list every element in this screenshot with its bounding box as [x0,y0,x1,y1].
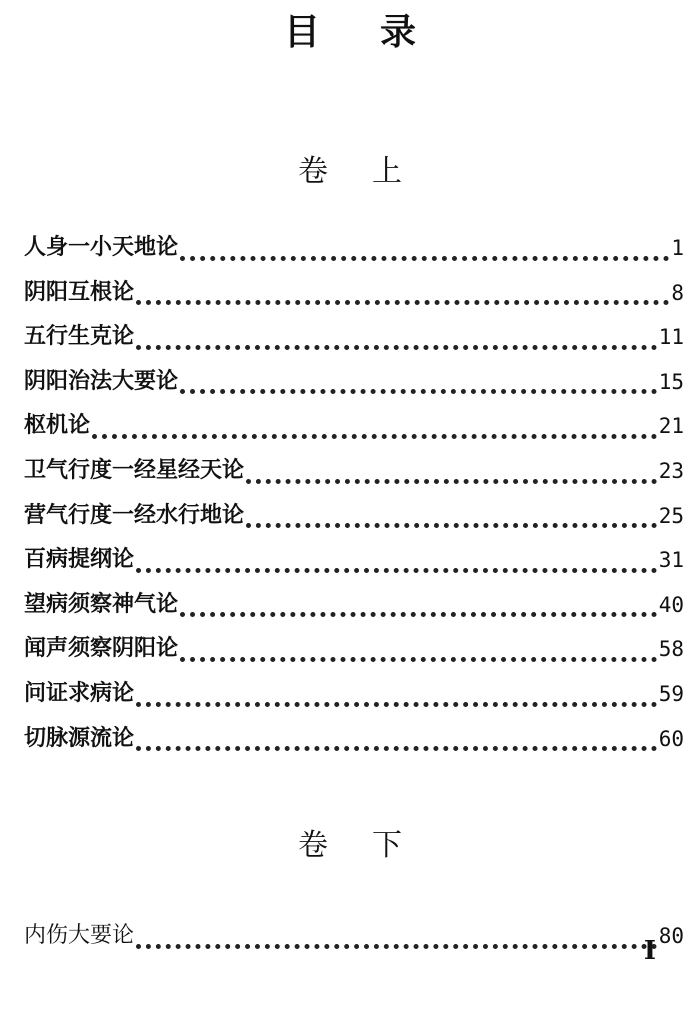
toc-entry-title: 问证求病论 [24,680,135,706]
dot-leader [180,256,669,261]
toc-entry-title: 五行生克论 [24,324,135,350]
toc-entry-title: 闻声须察阴阳论 [24,636,179,662]
toc-entry[interactable] [24,538,684,583]
toc-entry-title: 营气行度一经水行地论 [24,502,245,528]
toc-entry-page: 60 [658,726,684,751]
toc-entry[interactable] [24,494,684,539]
toc-entry[interactable] [24,360,684,405]
toc-entry[interactable] [24,449,684,494]
toc-entry[interactable] [24,226,684,271]
toc-entry-page: 59 [658,681,684,706]
dot-leader [246,479,657,484]
toc-entry-page: 80 [658,924,684,948]
toc-entry[interactable] [24,404,684,449]
toc-entry-page: 11 [658,325,684,350]
toc-entry[interactable] [24,583,684,628]
toc-entry-title: 望病须察神气论 [24,591,179,617]
toc-entry-page: 15 [658,369,684,394]
dot-leader [136,345,657,350]
toc-entry[interactable] [24,914,684,959]
toc-entry-page: 58 [658,637,684,662]
toc-entry-title: 百病提纲论 [24,547,135,573]
dot-leader [180,389,657,394]
toc-list-upper [24,226,684,761]
toc-entry-page: 8 [671,280,684,305]
toc-entry-page: 40 [658,592,684,617]
dot-leader [246,523,657,528]
dot-leader [180,612,657,617]
dot-leader [136,568,657,573]
toc-entry-page: 1 [671,236,684,260]
toc-entry[interactable] [24,315,684,360]
toc-entry-page: 23 [658,458,684,483]
toc-entry-title: 人身一小天地论 [24,235,179,260]
dot-leader [180,657,657,662]
toc-entry-title: 枢机论 [24,413,91,439]
toc-entry-page: 31 [658,548,684,573]
dot-leader [136,746,657,751]
toc-entry-title: 阴阳互根论 [24,279,135,305]
section-heading-lower: 卷下 [298,828,446,863]
toc-list-lower [24,914,684,959]
dot-leader [136,944,657,949]
toc-entry[interactable] [24,271,684,316]
section-heading-upper: 卷上 [298,154,446,189]
toc-entry-title: 卫气行度一经星经天论 [24,457,245,483]
dot-leader [136,702,657,707]
toc-entry[interactable] [24,627,684,672]
toc-entry-title: 内伤大要论 [24,923,135,948]
page-number: I [643,936,656,966]
dot-leader [92,434,657,439]
toc-entry-title: 阴阳治法大要论 [24,368,179,394]
toc-entry[interactable] [24,672,684,717]
dot-leader [136,300,669,305]
page-title: 目录 [283,12,476,53]
toc-entry[interactable] [24,717,684,762]
toc-entry-page: 25 [658,503,684,528]
toc-entry-page: 21 [658,414,684,439]
toc-entry-title: 切脉源流论 [24,725,135,751]
